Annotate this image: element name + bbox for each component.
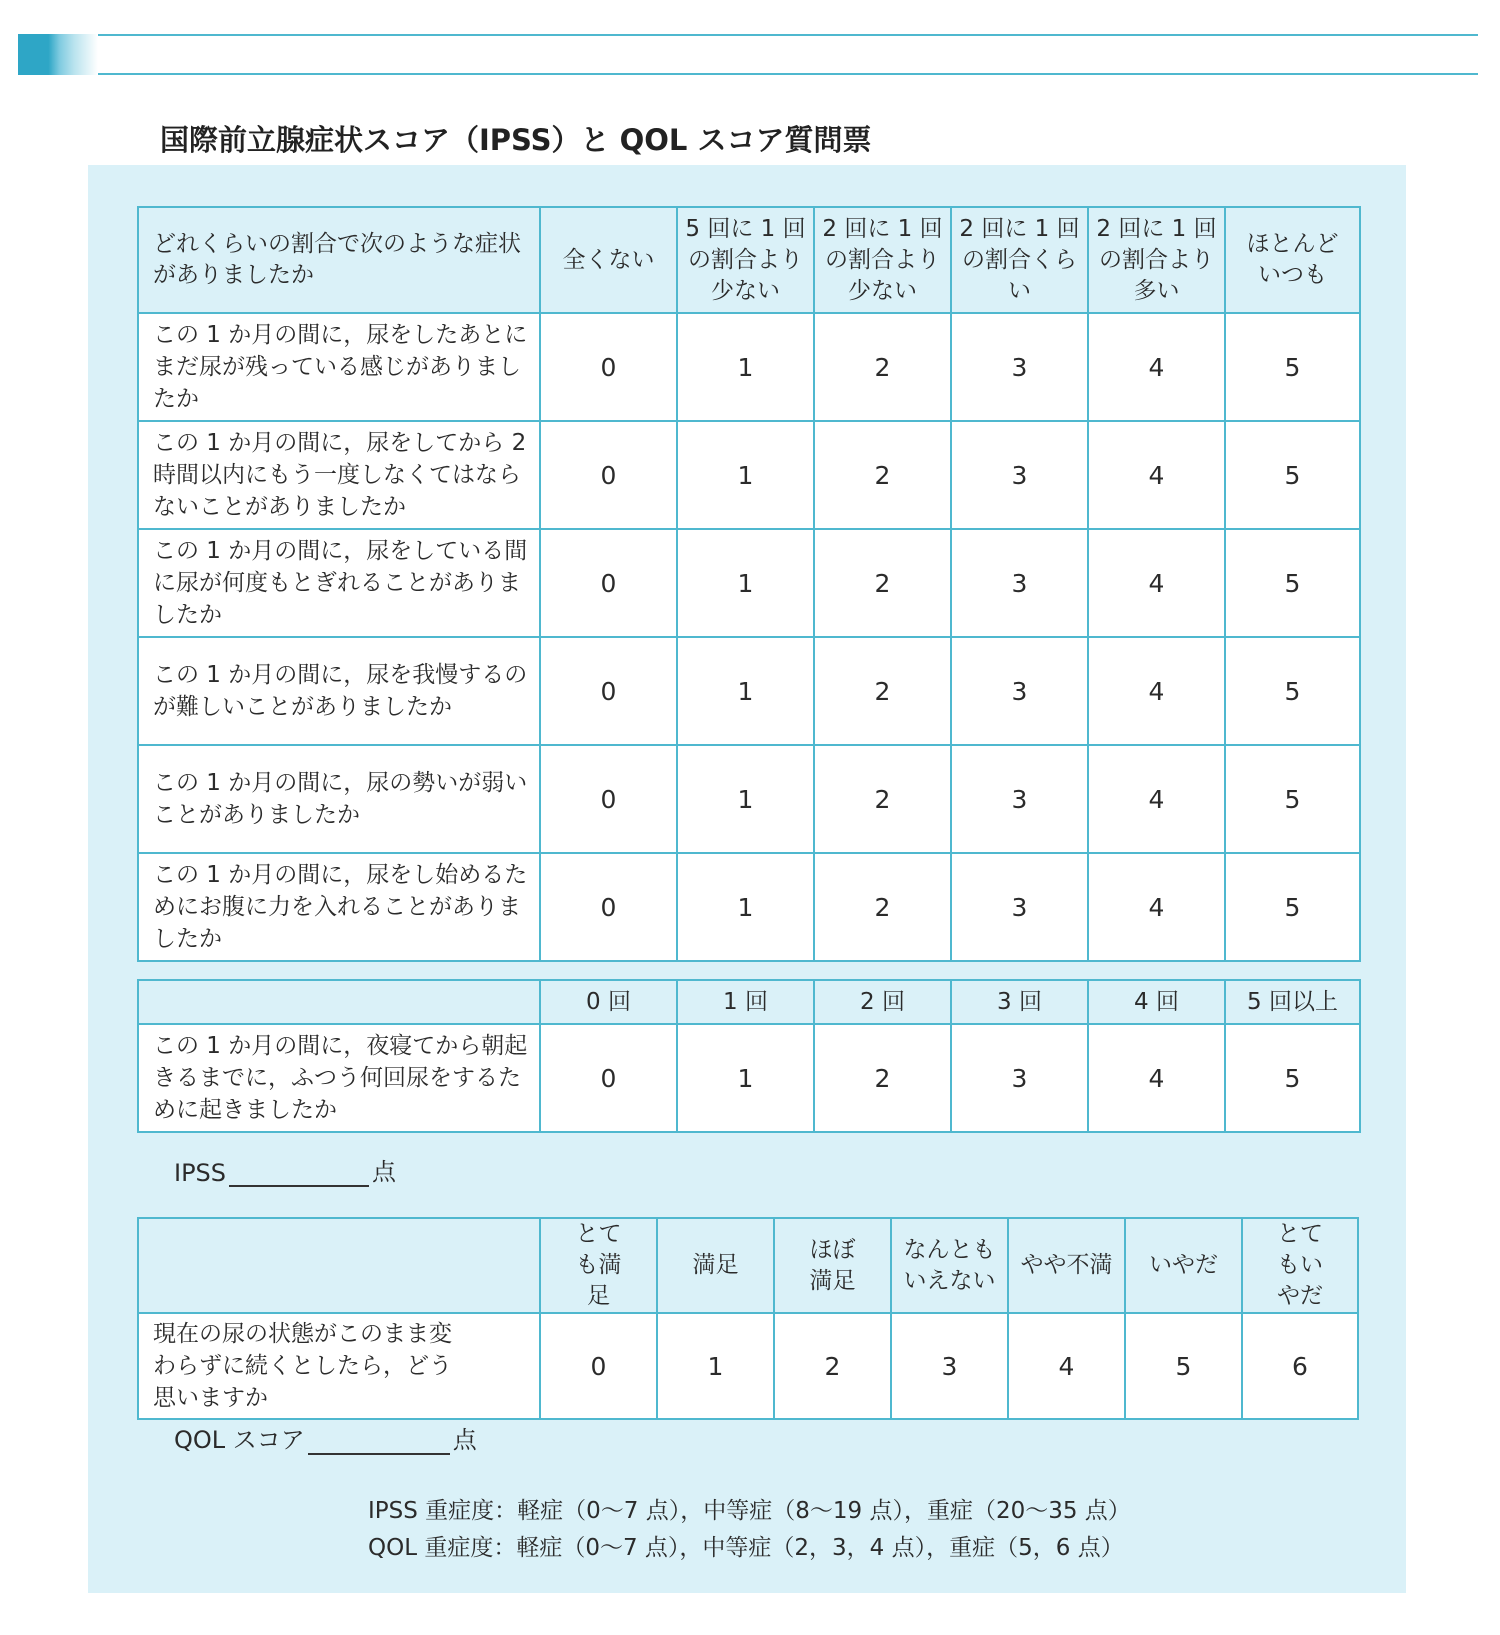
header-rule-bottom bbox=[18, 73, 1478, 75]
score-option[interactable]: 4 bbox=[1008, 1313, 1125, 1419]
score-option[interactable]: 5 bbox=[1125, 1313, 1242, 1419]
ipss-header-row bbox=[138, 207, 1360, 313]
score-option[interactable]: 0 bbox=[540, 313, 677, 421]
score-option[interactable]: 6 bbox=[1242, 1313, 1358, 1419]
score-option[interactable]: 5 bbox=[1225, 421, 1360, 529]
score-option[interactable]: 1 bbox=[677, 637, 814, 745]
nocturia-col-header: 1 回 bbox=[677, 980, 814, 1024]
question-text: 現在の尿の状態がこのまま変わらずに続くとしたら，どう思いますか bbox=[138, 1313, 540, 1419]
ipss-col-header: 全くない bbox=[540, 207, 677, 313]
qol-header-row bbox=[138, 1218, 1358, 1313]
score-option[interactable]: 5 bbox=[1225, 745, 1360, 853]
table-row bbox=[138, 313, 1360, 421]
qol-severity-legend: QOL 重症度：軽症（0〜7 点），中等症（2，3，4 点），重症（5，6 点） bbox=[368, 1535, 1124, 1561]
score-option[interactable]: 1 bbox=[677, 421, 814, 529]
score-option[interactable]: 2 bbox=[814, 637, 951, 745]
ipss-col-header: 2 回に 1 回の割合より少ない bbox=[814, 207, 951, 313]
score-option[interactable]: 5 bbox=[1225, 529, 1360, 637]
score-option[interactable]: 5 bbox=[1225, 853, 1360, 961]
score-option[interactable]: 1 bbox=[677, 529, 814, 637]
ipss-severity-legend: IPSS 重症度：軽症（0〜7 点），中等症（8〜19 点），重症（20〜35 点） bbox=[368, 1498, 1131, 1524]
score-option[interactable]: 1 bbox=[677, 853, 814, 961]
score-option[interactable]: 4 bbox=[1088, 529, 1225, 637]
score-option[interactable]: 0 bbox=[540, 745, 677, 853]
qol-score-line bbox=[174, 1420, 477, 1455]
question-text: この 1 か月の間に，尿をし始めるためにお腹に力を入れることがありましたか bbox=[138, 853, 540, 961]
qol-score-blank[interactable] bbox=[308, 1431, 450, 1455]
ipss-table bbox=[137, 206, 1361, 962]
ipss-col-header: 2 回に 1 回の割合より多い bbox=[1088, 207, 1225, 313]
score-option[interactable]: 4 bbox=[1088, 853, 1225, 961]
page-title: 国際前立腺症状スコア（IPSS）と QOL スコア質問票 bbox=[160, 123, 872, 157]
score-option[interactable]: 0 bbox=[540, 1313, 657, 1419]
header-accent-block bbox=[18, 34, 98, 75]
qol-col-header: なんともいえない bbox=[891, 1218, 1008, 1313]
qol-col-header: 満足 bbox=[657, 1218, 774, 1313]
score-option[interactable]: 0 bbox=[540, 1024, 677, 1132]
score-option[interactable]: 3 bbox=[951, 853, 1088, 961]
qol-header-question bbox=[138, 1218, 540, 1313]
score-option[interactable]: 4 bbox=[1088, 421, 1225, 529]
score-option[interactable]: 4 bbox=[1088, 637, 1225, 745]
question-text: この 1 か月の間に，尿の勢いが弱いことがありましたか bbox=[138, 745, 540, 853]
table-row bbox=[138, 745, 1360, 853]
ipss-col-header: 2 回に 1 回の割合くらい bbox=[951, 207, 1088, 313]
qol-table bbox=[137, 1217, 1359, 1420]
nocturia-table bbox=[137, 979, 1361, 1133]
score-option[interactable]: 1 bbox=[677, 1024, 814, 1132]
score-option[interactable]: 2 bbox=[814, 529, 951, 637]
question-text: この 1 か月の間に，尿をしたあとにまだ尿が残っている感じがありましたか bbox=[138, 313, 540, 421]
question-text: この 1 か月の間に，夜寝てから朝起きるまでに，ふつう何回尿をするために起きましたか bbox=[138, 1024, 540, 1132]
qol-score-unit: 点 bbox=[452, 1426, 477, 1454]
score-option[interactable]: 0 bbox=[540, 853, 677, 961]
header-rule-top bbox=[18, 34, 1478, 36]
score-option[interactable]: 3 bbox=[951, 529, 1088, 637]
score-option[interactable]: 5 bbox=[1225, 1024, 1360, 1132]
question-text: この 1 か月の間に，尿をしてから 2 時間以内にもう一度しなくてはならないことがありましたか bbox=[138, 421, 540, 529]
qol-col-header: いやだ bbox=[1125, 1218, 1242, 1313]
score-option[interactable]: 2 bbox=[814, 1024, 951, 1132]
qol-col-header: とてもいやだ bbox=[1242, 1218, 1358, 1313]
score-option[interactable]: 2 bbox=[814, 421, 951, 529]
qol-col-header: ほぼ満足 bbox=[774, 1218, 891, 1313]
score-option[interactable]: 3 bbox=[951, 637, 1088, 745]
ipss-score-label: IPSS bbox=[174, 1159, 227, 1187]
qol-score-label: QOL スコア bbox=[174, 1426, 305, 1454]
question-text: この 1 か月の間に，尿をしている間に尿が何度もとぎれることがありましたか bbox=[138, 529, 540, 637]
score-option[interactable]: 3 bbox=[951, 745, 1088, 853]
qol-col-header: やや不満 bbox=[1008, 1218, 1125, 1313]
table-row bbox=[138, 529, 1360, 637]
score-option[interactable]: 2 bbox=[814, 313, 951, 421]
score-option[interactable]: 0 bbox=[540, 637, 677, 745]
ipss-score-line bbox=[174, 1152, 396, 1187]
score-option[interactable]: 1 bbox=[677, 313, 814, 421]
table-row bbox=[138, 637, 1360, 745]
nocturia-header-row bbox=[138, 980, 1360, 1024]
score-option[interactable]: 3 bbox=[891, 1313, 1008, 1419]
qol-col-header: とても満足 bbox=[540, 1218, 657, 1313]
score-option[interactable]: 5 bbox=[1225, 637, 1360, 745]
score-option[interactable]: 3 bbox=[951, 421, 1088, 529]
table-row bbox=[138, 1313, 1358, 1419]
score-option[interactable]: 2 bbox=[814, 853, 951, 961]
score-option[interactable]: 2 bbox=[774, 1313, 891, 1419]
nocturia-header-question bbox=[138, 980, 540, 1024]
score-option[interactable]: 1 bbox=[657, 1313, 774, 1419]
table-row bbox=[138, 1024, 1360, 1132]
nocturia-col-header: 2 回 bbox=[814, 980, 951, 1024]
score-option[interactable]: 4 bbox=[1088, 1024, 1225, 1132]
question-text: この 1 か月の間に，尿を我慢するのが難しいことがありましたか bbox=[138, 637, 540, 745]
score-option[interactable]: 2 bbox=[814, 745, 951, 853]
nocturia-col-header: 3 回 bbox=[951, 980, 1088, 1024]
score-option[interactable]: 5 bbox=[1225, 313, 1360, 421]
score-option[interactable]: 0 bbox=[540, 421, 677, 529]
score-option[interactable]: 0 bbox=[540, 529, 677, 637]
score-option[interactable]: 4 bbox=[1088, 745, 1225, 853]
table-row bbox=[138, 853, 1360, 961]
nocturia-col-header: 5 回以上 bbox=[1225, 980, 1360, 1024]
score-option[interactable]: 3 bbox=[951, 313, 1088, 421]
ipss-score-blank[interactable] bbox=[229, 1163, 369, 1187]
nocturia-col-header: 0 回 bbox=[540, 980, 677, 1024]
ipss-score-unit: 点 bbox=[372, 1158, 397, 1186]
table-row bbox=[138, 421, 1360, 529]
nocturia-col-header: 4 回 bbox=[1088, 980, 1225, 1024]
score-option[interactable]: 4 bbox=[1088, 313, 1225, 421]
ipss-col-header: ほとんどいつも bbox=[1225, 207, 1360, 313]
ipss-col-header: 5 回に 1 回の割合より少ない bbox=[677, 207, 814, 313]
ipss-header-question: どれくらいの割合で次のような症状がありましたか bbox=[138, 207, 540, 313]
score-option[interactable]: 3 bbox=[951, 1024, 1088, 1132]
score-option[interactable]: 1 bbox=[677, 745, 814, 853]
